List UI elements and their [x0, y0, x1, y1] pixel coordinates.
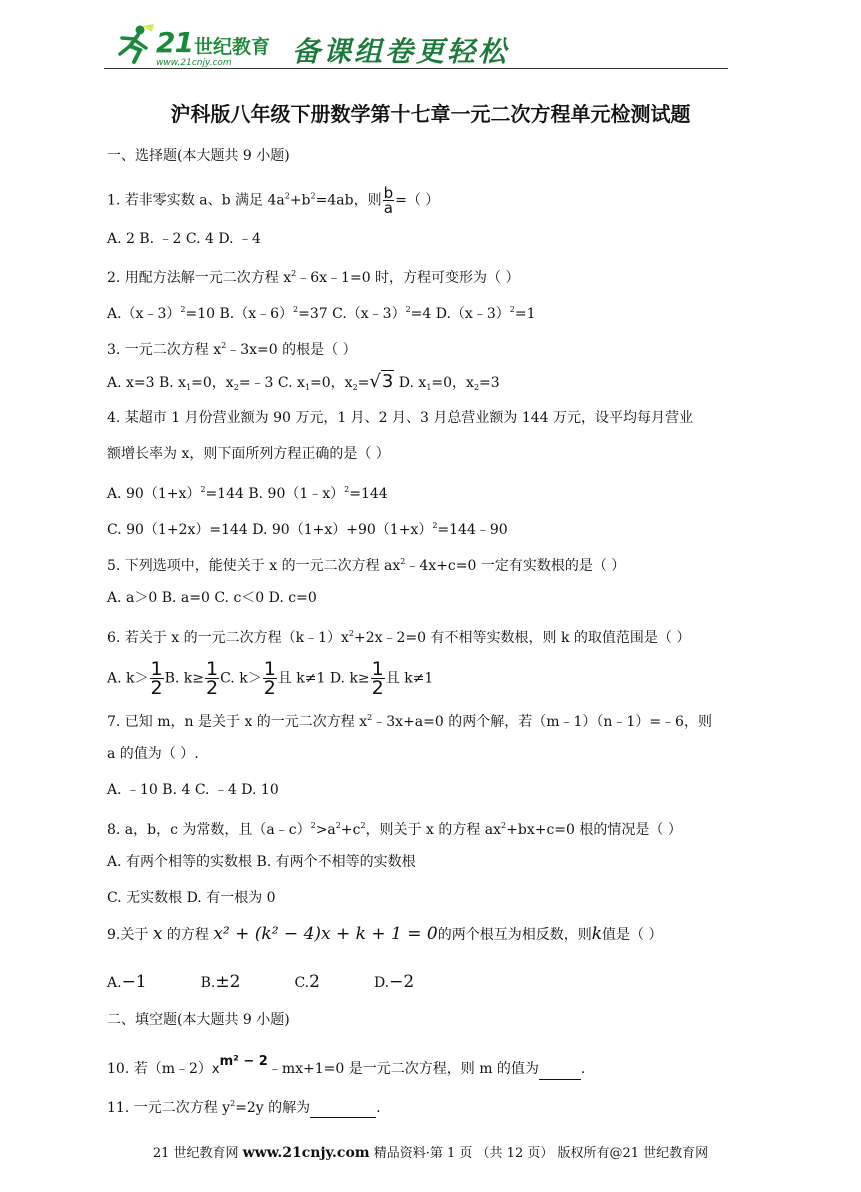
footer-url[interactable]: www.21cnjy.com: [242, 1145, 370, 1161]
slogan: 备课组卷更轻松: [292, 35, 510, 68]
question-2: 2. 用配方法解一元二次方程 $x^2﹣6x﹣1=0$ 时，方程可变形为（ ）: [107, 269, 520, 286]
header-divider: [104, 68, 728, 69]
question-1: 1. 若非零实数 a、b 满足 $4a^2+b^2=4ab$，则 $\frac{b}{a}$ =（ ）: [107, 184, 440, 217]
question-4-line-1: 4. 某超市 1 月份营业额为 90 万元，1 月、2 月、3 月总营业额为 144 万元，设平均每月营业: [107, 410, 694, 426]
question-3: 3. 一元二次方程 $x^2﹣3x=0$ 的根是（ ）: [107, 341, 357, 358]
logo-name: 世纪教育: [194, 36, 271, 58]
question-9: 9.关于 x 的方程 x² + (k² − 4)x + k + 1 = 0的两个根互为相反数，则k值是（ ）: [107, 924, 663, 944]
page-title: 沪科版八年级下册数学第十七章一元二次方程单元检测试题: [170, 102, 691, 126]
header-banner: [104, 22, 728, 70]
fraction-one-half: $\frac{1}{2}$: [371, 658, 384, 699]
question-8: 8. a，b，c 为常数，且$(a﹣c)^2>a^2+c^2$，则关于 x 的方程 $ax^2+bx+c=0$ 根的情况是（ ）: [107, 821, 682, 838]
question-4-options-ab: A. $90(1+x)^2=144$ B. 90（1﹣x）$^2$=144: [107, 485, 388, 502]
logo-url: www.21cnjy.com: [156, 58, 232, 68]
logo-number: 21: [156, 26, 193, 59]
question-4-line-2: 额增长率为 x，则下面所列方程正确的是（ ）: [107, 446, 390, 462]
question-7-line-1: 7. 已知 m，n 是关于 x 的一元二次方程 $x^2﹣3x+a=0$ 的两个解，若（m﹣1）（n﹣1）=﹣6，则: [107, 713, 712, 730]
question-3-options: A. x=3 B. $x_1=0$，$x_2=﹣3$ C. $x_1=0$，$x_2=√3$ D. $x_1=0$，$x_2=3$: [107, 371, 500, 392]
answer-blank[interactable]: [539, 1065, 581, 1080]
section-heading-fill: 二、填空题(本大题共 9 小题): [107, 1012, 290, 1028]
question-6: 6. 若关于 x 的一元二次方程$(k﹣1)x^2+2x﹣2=0$ 有不相等实数根，则 k 的取值范围是（ ）: [107, 629, 691, 646]
question-2-options: A.（x﹣3）$^2$=10 B.（x﹣6）$^2$=37 C.（x﹣3）$^2$=4 D.（x﹣3）$^2$=1: [107, 305, 536, 322]
fraction-b-over-a: $\frac{b}{a}$: [383, 184, 394, 217]
question-8-options-ab: A. 有两个相等的实数根 B. 有两个不相等的实数根: [107, 854, 416, 870]
question-4-options-cd: C. 90（1+2x）=144 D. $90(1+x)+90(1+x)^2=144﹣90$: [107, 521, 508, 538]
runner-logo-icon: [112, 24, 156, 66]
section-heading-choice: 一、选择题(本大题共 9 小题): [107, 148, 290, 164]
question-11: 11. 一元二次方程 $y^2=2y$ 的解为 .: [107, 1099, 381, 1116]
fraction-one-half: $\frac{1}{2}$: [206, 658, 219, 699]
question-9-options: A.−1 B.±2 C.2 D.−2: [107, 972, 415, 992]
question-5: 5. 下列选项中，能使关于 x 的一元二次方程 $ax^2﹣4x+c=0$ 一定有实数根的是（ ）: [107, 557, 626, 574]
question-8-options-cd: C. 无实数根 D. 有一根为 0: [107, 890, 276, 906]
question-7-options: A. ﹣10 B. 4 C. ﹣4 D. 10: [107, 782, 279, 798]
question-6-options: A. k＞ $\frac{1}{2}$ B. k≥ $\frac{1}{2}$ C. k＞ $\frac{1}{2}$ 且 k≠1 D. k≥ $\frac{1}{2}$ 且 k≠1: [107, 658, 434, 699]
fraction-one-half: $\frac{1}{2}$: [263, 658, 276, 699]
question-1-options: A. 2 B. ﹣2 C. 4 D. ﹣4: [107, 231, 261, 247]
page-footer: 21 世纪教育网 www.21cnjy.com 精品资料·第 1 页 （共 12 页） 版权所有@21 世纪教育网: [152, 1145, 709, 1161]
question-7-line-2: a 的值为（ ）.: [107, 746, 199, 762]
question-10: 10. 若（m﹣2）xm² − 2﹣mx+1=0 是一元二次方程，则 m 的值为 .: [107, 1052, 585, 1080]
answer-blank[interactable]: [310, 1103, 376, 1118]
fraction-one-half: $\frac{1}{2}$: [150, 658, 163, 699]
sqrt-3: √3: [369, 371, 394, 392]
question-5-options: A. a＞0 B. a=0 C. c＜0 D. c=0: [107, 590, 317, 606]
equation-q9: x² + (k² − 4)x + k + 1 = 0: [213, 924, 438, 944]
power-expression: xm² − 2: [211, 1054, 268, 1077]
